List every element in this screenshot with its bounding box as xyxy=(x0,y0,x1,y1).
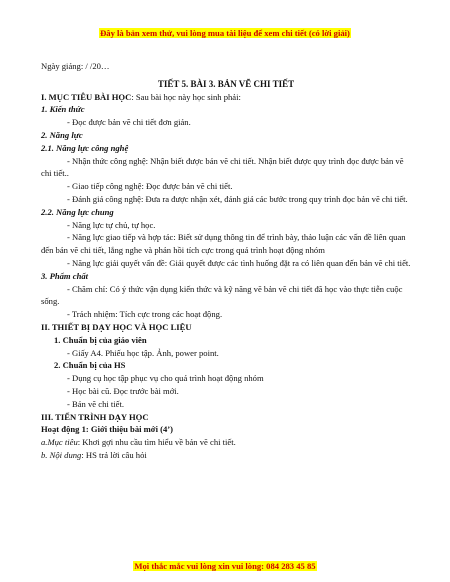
section-1-label: I. MỤC TIÊU BÀI HỌC xyxy=(41,91,132,102)
content-text: : HS trả lời câu hỏi xyxy=(81,449,147,460)
preview-banner xyxy=(0,28,450,38)
teacher-prep-item: - Giấy A4. Phiếu học tập. Ảnh, power point. xyxy=(67,347,219,358)
general-competence-item: - Năng lực giải quyết vấn đề: Giải quyết được các tình huống đặt ra có liên quan đến bản vẽ chi tiết. xyxy=(67,257,411,268)
tech-competence-item: - Nhận thức công nghệ: Nhận biết được bản vẽ chi tiết. Nhận biết được quy trình đọc được bản vẽ chi tiết.. xyxy=(41,155,404,179)
objective-line xyxy=(41,436,411,449)
competence-heading: 2. Năng lực xyxy=(41,129,83,140)
objective-label: a.Mục tiêu xyxy=(41,437,78,448)
student-prep-heading: 2. Chuẩn bị của HS xyxy=(54,360,126,371)
section-3-heading: III. TIẾN TRÌNH DẠY HỌC xyxy=(41,411,149,422)
preview-banner-text: Đây là bản xem thử, vui lòng mua tài liệu để xem chi tiết (có lời giải) xyxy=(100,28,350,38)
content-line xyxy=(41,449,411,462)
student-prep-item: - Bản vẽ chi tiết. xyxy=(67,398,125,409)
section-1-heading xyxy=(41,91,411,104)
section-1-intro: : Sau bài học này học sinh phải: xyxy=(131,91,241,102)
student-prep-item: - Học bài cũ. Đọc trước bài mới. xyxy=(67,385,179,396)
activity-1-heading: Hoạt động 1: Giới thiệu bài mới (4’) xyxy=(41,424,173,435)
quality-item: - Chăm chỉ: Có ý thức vận dụng kiến thức và kỹ năng vẽ bản vẽ chi tiết đã học vào thực tiễn cuộc sống. xyxy=(41,283,403,307)
content-label: b. Nội dung xyxy=(41,449,82,460)
quality-heading: 3. Phẩm chất xyxy=(41,270,89,281)
contact-banner-text: Mọi thắc mắc vui lòng xin vui lòng: 084 283 45 85 xyxy=(134,561,316,571)
general-competence-item: - Năng lực tự chủ, tự học. xyxy=(67,219,156,230)
general-competence-item: - Năng lực giao tiếp và hợp tác: Biết sử dụng thông tin để trình bày, thảo luận các vấn đề liên quan đến bản vẽ chi tiết, lắng nghe và phản hồi tích cực trong quá trình hoạt động nhóm xyxy=(41,232,406,256)
contact-banner xyxy=(0,561,450,571)
knowledge-heading: 1. Kiến thức xyxy=(41,104,85,115)
tech-competence-heading: 2.1. Năng lực công nghệ xyxy=(41,142,129,153)
quality-item: - Trách nhiệm: Tích cực trong các hoạt động. xyxy=(67,309,223,320)
tech-competence-item: - Giao tiếp công nghệ: Đọc được bản vẽ chi tiết. xyxy=(67,181,233,192)
section-2-heading: II. THIẾT BỊ DẠY HỌC VÀ HỌC LIỆU xyxy=(41,321,192,332)
student-prep-item: - Dụng cụ học tập phục vụ cho quá trình hoạt động nhóm xyxy=(67,373,264,384)
teaching-date: Ngày giảng: / /20… xyxy=(41,61,110,71)
teacher-prep-heading: 1. Chuẩn bị của giáo viên xyxy=(54,334,147,345)
objective-text: : Khơi gợi nhu cầu tìm hiểu về bản vẽ chi tiết. xyxy=(77,437,236,448)
tech-competence-item: - Đánh giá công nghệ: Đưa ra được nhận xét, đánh giá các bước trong quy trình đọc bản vẽ chi tiết. xyxy=(67,193,408,204)
knowledge-item: - Đọc được bản vẽ chi tiết đơn giản. xyxy=(67,117,191,128)
general-competence-heading: 2.2. Năng lực chung xyxy=(41,206,114,217)
document-body xyxy=(41,60,411,462)
lesson-title: TIẾT 5. BÀI 3. BẢN VẼ CHI TIẾT xyxy=(157,78,295,89)
